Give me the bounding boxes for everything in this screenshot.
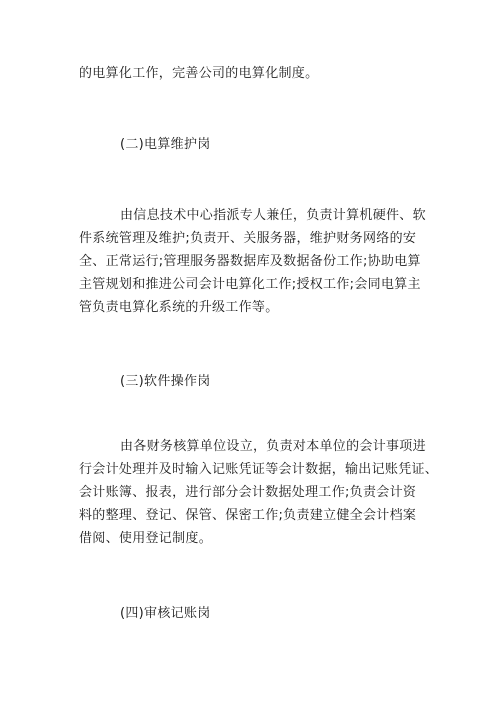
section2-line-2: 件系统管理及维护;负责开、关服务器，维护财务网络的安 — [79, 231, 417, 246]
section3-line-2: 行会计处理并及时输入记账凭证等会计数据，输出记账凭证、 — [79, 462, 439, 477]
intro-line: 的电算化工作，完善公司的电算化制度。 — [79, 66, 319, 81]
section2-line-5: 管负责电算化系统的升级工作等。 — [79, 300, 279, 315]
section2-line-3: 全、正常运行;管理服务器数据库及数据备份工作;协助电算 — [79, 254, 421, 269]
section3-line-5: 借阅、使用登记制度。 — [79, 531, 213, 546]
section2-line-4: 主管规划和推进公司会计电算化工作;授权工作;会同电算主 — [79, 277, 421, 292]
section3-line-4: 料的整理、登记、保管、保密工作;负责建立健全会计档案 — [79, 508, 417, 523]
section-heading-audit: (四)审核记账岗 — [120, 606, 211, 621]
section2-line-1: 由信息技术中心指派专人兼任，负责计算机硬件、软 — [120, 208, 426, 223]
section3-line-1: 由各财务核算单位设立，负责对本单位的会计事项进 — [120, 439, 426, 454]
section-heading-maintenance: (二)电算维护岗 — [120, 137, 211, 152]
section3-line-3: 会计账簿、报表，进行部分会计数据处理工作;负责会计资 — [79, 485, 417, 500]
section-heading-software: (三)软件操作岗 — [120, 374, 211, 389]
